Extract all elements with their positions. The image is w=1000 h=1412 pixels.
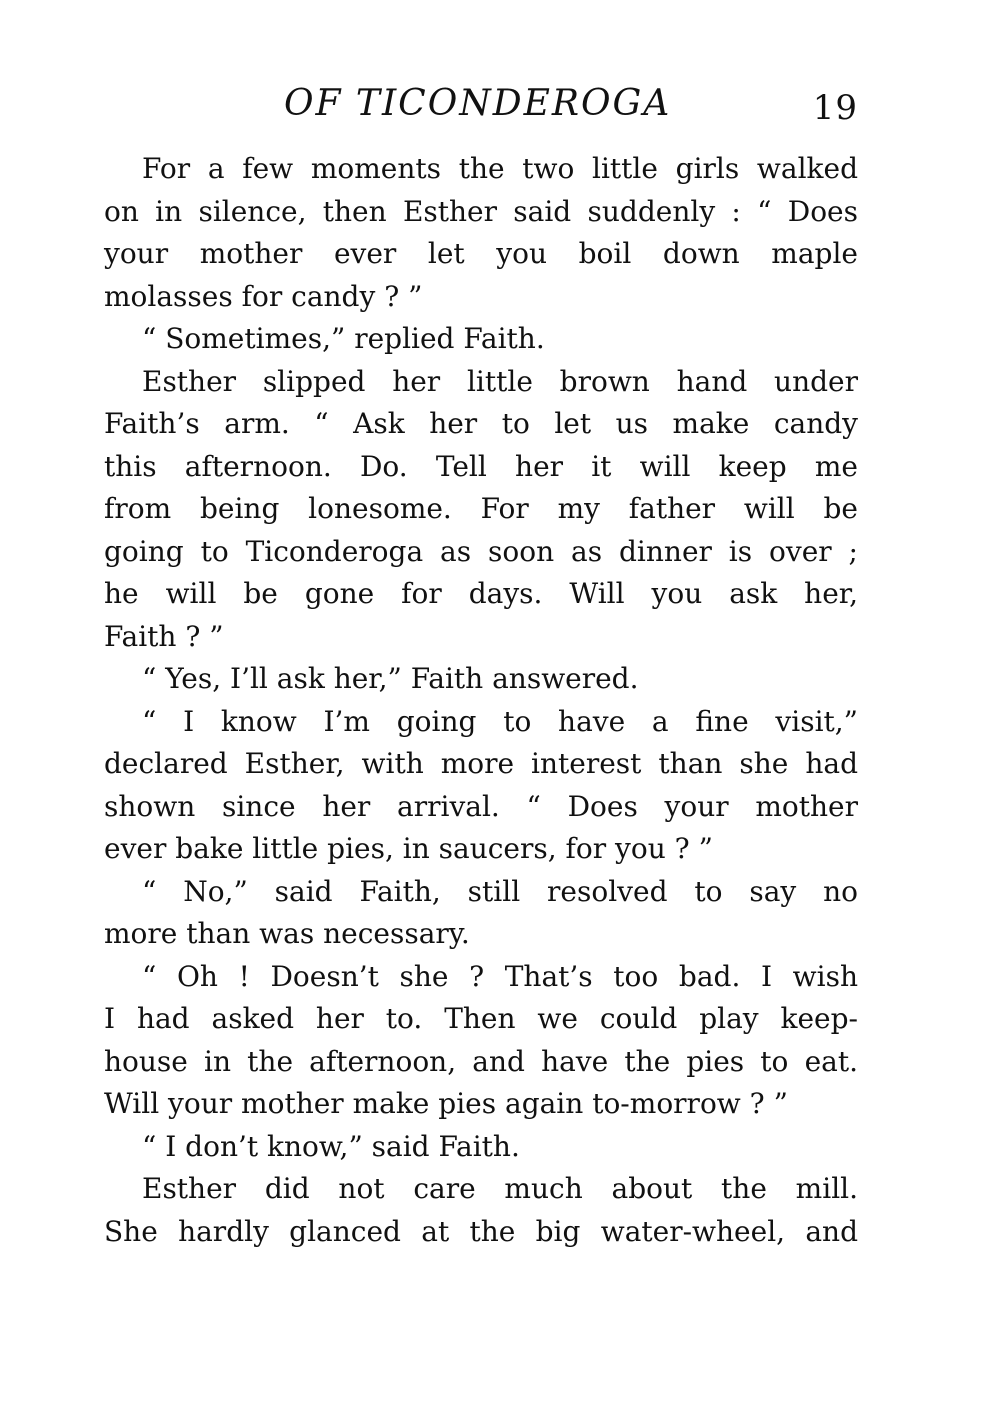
text-line: declared Esther, with more interest than she had (104, 747, 858, 780)
text-line: this afternoon. Do. Tell her it will keep me (104, 449, 858, 483)
text-line: For a few moments the two little girls walked (142, 152, 858, 185)
text-line: he will be gone for days. Will you ask her, (104, 577, 858, 610)
text-line: Esther slipped her little brown hand under (142, 364, 858, 398)
text-line: “ Sometimes,” replied Faith. (142, 322, 545, 355)
text-line: Faith’s arm. “ Ask her to let us make candy (104, 407, 858, 440)
text-line: from being lonesome. For my father will be (104, 492, 858, 525)
page-number: 19 (812, 88, 858, 128)
text-line: Will your mother make pies again to-morrow ? ” (104, 1087, 788, 1120)
body-text (104, 148, 858, 1253)
text-line: “ Oh ! Doesn’t she ? That’s too bad. I wish (142, 959, 858, 993)
text-line: going to Ticonderoga as soon as dinner is over ; (104, 534, 858, 568)
text-line: I had asked her to. Then we could play keep- (104, 1002, 858, 1035)
text-line: on in silence, then Esther said suddenly : “ Does (104, 194, 858, 228)
text-line: “ I know I’m going to have a fine visit,” (142, 704, 858, 738)
text-line: Esther did not care much about the mill. (142, 1172, 858, 1205)
text-line: Faith ? ” (104, 619, 224, 653)
text-line: “ Yes, I’ll ask her,” Faith answered. (142, 662, 639, 695)
text-line: house in the afternoon, and have the pies to eat. (104, 1044, 858, 1078)
text-line: ever bake little pies, in saucers, for you ? ” (104, 832, 713, 865)
running-title: OF TICONDEROGA (284, 83, 672, 124)
text-line: “ No,” said Faith, still resolved to say no (142, 874, 858, 908)
text-line: “ I don’t know,” said Faith. (142, 1129, 520, 1163)
text-line: molasses for candy ? ” (104, 279, 423, 313)
text-line: your mother ever let you boil down maple (104, 237, 858, 270)
page-header (104, 82, 858, 132)
text-line: She hardly glanced at the big water-wheel, and (104, 1214, 858, 1248)
text-line: shown since her arrival. “ Does your mother (104, 789, 858, 823)
text-line: more than was necessary. (104, 917, 470, 950)
